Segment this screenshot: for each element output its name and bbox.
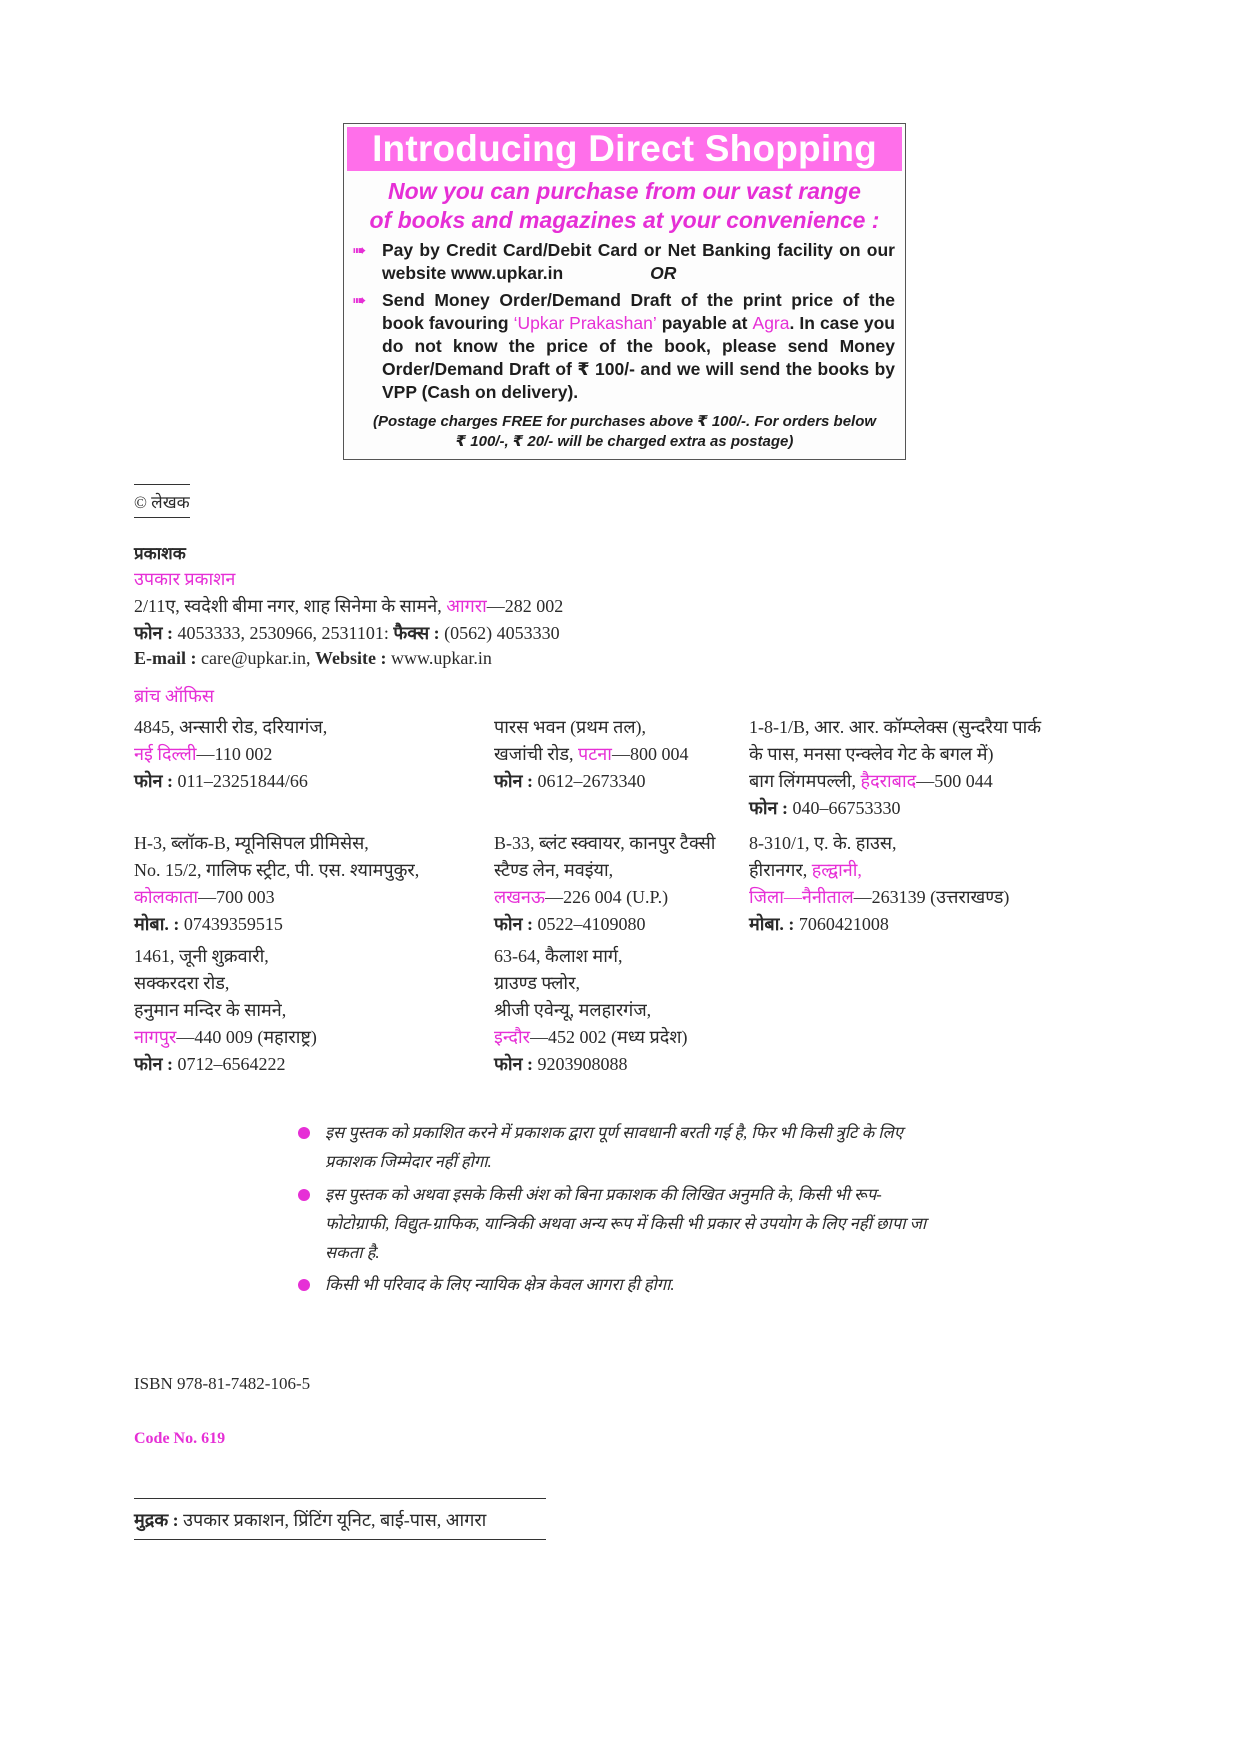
publisher-email-website bbox=[134, 648, 492, 669]
branch-address-line: के पास, मनसा एन्क्लेव गेट के बगल में) bbox=[749, 744, 994, 764]
branch-contact-label: फोन : bbox=[494, 914, 534, 934]
branch-city: नई दिल्ली bbox=[134, 744, 197, 764]
branch-contact: 011–23251844/66 bbox=[173, 771, 308, 791]
branch-pin: —800 004 bbox=[611, 744, 689, 764]
branch-contact-label: फोन : bbox=[749, 798, 789, 818]
direct-shopping-ad bbox=[343, 123, 906, 460]
branch-address-line: सक्करदरा रोड, bbox=[134, 973, 230, 993]
branch-city: नागपुर bbox=[134, 1027, 177, 1047]
publisher-phone-fax bbox=[134, 621, 560, 645]
printer-info bbox=[134, 1508, 486, 1532]
website-label: Website : bbox=[315, 648, 387, 668]
isbn: ISBN 978-81-7482-106-5 bbox=[134, 1374, 311, 1393]
branch-address-line: 4845, अन्सारी रोड, दरियागंज, bbox=[134, 717, 328, 737]
branch-delhi bbox=[134, 714, 327, 795]
branch-address-line: B-33, ब्लंट स्क्वायर, कानपुर टैक्सी bbox=[494, 833, 716, 853]
ad-subtitle bbox=[344, 177, 905, 235]
branch-city: इन्दौर bbox=[494, 1027, 530, 1047]
branch-contact: 7060421008 bbox=[794, 914, 889, 934]
branch-address-line: H-3, ब्लॉक-B, म्यूनिसिपल प्रीमिसेस, bbox=[134, 833, 369, 853]
branch-pin: —110 002 bbox=[196, 744, 273, 764]
disclaimer-text: इस पुस्तक को अथवा इसके किसी अंश को बिना प्रकाशक की लिखित अनुमति के, किसी भी रूप-फोटोग्राफी, विद्युत-ग्राफिक, यान्त्रिकी अथवा अन्य रूप में किसी भी प्रकार से उपयोग के लिए नहीं छापा जा सकता है. bbox=[325, 1185, 927, 1262]
branch-nagpur bbox=[134, 943, 317, 1078]
copyright-notice: © लेखक bbox=[134, 490, 190, 518]
branch-city-prefix: बाग लिंगमपल्ली, bbox=[749, 771, 861, 791]
code-number: Code No. 619 bbox=[134, 1430, 226, 1447]
divider bbox=[134, 1498, 546, 1499]
address-city: आगरा bbox=[446, 596, 487, 616]
branch-pin: —440 009 (महाराष्ट्र) bbox=[176, 1027, 317, 1047]
branch-kolkata bbox=[134, 830, 419, 938]
branch-contact-label: फोन : bbox=[134, 1054, 174, 1074]
email-label: E-mail : bbox=[134, 648, 197, 668]
branch-indore bbox=[494, 943, 687, 1078]
branch-address-line: हनुमान मन्दिर के सामने, bbox=[134, 1000, 287, 1020]
ad-bullet-2-part-3: . In case you do not know the price of the book, please send Money Order/Demand Draft of ₹ 100/- and we will send the books by VPP (Cash on delivery). bbox=[382, 313, 896, 402]
ad-bullet-1-text: Pay by Credit Card/Debit Card or Net Banking facility on our website www.upkar.in bbox=[382, 240, 895, 283]
ad-bullet-2-part-2: payable at bbox=[656, 313, 753, 333]
branch-pin: —500 044 bbox=[916, 771, 993, 791]
branch-contact: 0522–4109080 bbox=[533, 914, 646, 934]
branch-contact: 040–66753330 bbox=[788, 798, 901, 818]
fax-value: (0562) 4053330 bbox=[439, 623, 560, 643]
bullet-dot-icon bbox=[298, 1279, 310, 1291]
disclaimer-text: इस पुस्तक को प्रकाशित करने में प्रकाशक द्वारा पूर्ण सावधानी बरती गई है, फिर भी किसी त्रुटि के लिए प्रकाशक जिम्मेदार नहीं होगा. bbox=[325, 1123, 903, 1171]
branch-address-line: 8-310/1, ए. के. हाउस, bbox=[749, 833, 897, 853]
branch-contact-label: मोबा. : bbox=[749, 914, 795, 934]
email-value: care@upkar.in, bbox=[196, 648, 316, 668]
divider bbox=[134, 1539, 546, 1540]
branch-address-line: श्रीजी एवेन्यू, मलहारगंज, bbox=[494, 1000, 652, 1020]
address-street: 2/11ए, स्वदेशी बीमा नगर, शाह सिनेमा के सामने, bbox=[134, 596, 447, 616]
branch-contact: 0712–6564222 bbox=[173, 1054, 286, 1074]
address-pin: —282 002 bbox=[486, 596, 564, 616]
branch-contact-label: फोन : bbox=[494, 1054, 534, 1074]
branch-address-line: 63-64, कैलाश मार्ग, bbox=[494, 946, 623, 966]
ad-payee-city: Agra bbox=[752, 313, 790, 333]
ad-bullet-money-order bbox=[344, 289, 905, 404]
ad-subtitle-line-2: of books and magazines at your convenience : bbox=[369, 207, 880, 233]
disclaimer-item bbox=[325, 1270, 945, 1299]
branch-haldwani bbox=[749, 830, 1009, 938]
ad-subtitle-line-1: Now you can purchase from our vast range bbox=[388, 178, 861, 204]
ad-bullet-or: OR bbox=[650, 263, 677, 283]
branch-hyderabad bbox=[749, 714, 1041, 822]
ad-payee-name: ‘Upkar Prakashan’ bbox=[513, 313, 657, 333]
ad-bullet-online-payment bbox=[344, 239, 905, 285]
arrow-bullet-icon: ➠ bbox=[352, 291, 367, 310]
branch-contact-label: मोबा. : bbox=[134, 914, 180, 934]
bullet-dot-icon bbox=[298, 1189, 310, 1201]
phone-value: 4053333, 2530966, 2531101: bbox=[173, 623, 394, 643]
branch-address-line: No. 15/2, गालिफ स्ट्रीट, पी. एस. श्यामपुकुर, bbox=[134, 860, 420, 880]
ad-title: Introducing Direct Shopping bbox=[347, 127, 902, 171]
branch-pin: —263139 (उत्तराखण्ड) bbox=[853, 887, 1010, 907]
ad-postage-note bbox=[344, 412, 905, 452]
branch-pin: —226 004 (U.P.) bbox=[545, 887, 669, 907]
branch-contact: 07439359515 bbox=[179, 914, 283, 934]
ad-note-line-1: (Postage charges FREE for purchases above ₹ 100/-. For orders below bbox=[372, 413, 877, 430]
phone-label: फोन : bbox=[134, 623, 174, 643]
disclaimer-item bbox=[325, 1180, 945, 1267]
branch-city: पटना bbox=[578, 744, 612, 764]
printer-label: मुद्रक : bbox=[134, 1510, 179, 1530]
branch-office-heading: ब्रांच ऑफिस bbox=[134, 686, 214, 706]
branch-address-line: 1-8-1/B, आर. आर. कॉम्प्लेक्स (सुन्दरैया पार्क bbox=[749, 717, 1042, 737]
disclaimer-item bbox=[325, 1118, 945, 1176]
branch-city: हल्द्वानी, bbox=[811, 860, 862, 880]
branch-city: हैदराबाद bbox=[860, 771, 917, 791]
ad-note-line-2: ₹ 100/-, ₹ 20/- will be charged extra as postage) bbox=[455, 433, 794, 450]
branch-pin: —700 003 bbox=[198, 887, 275, 907]
branch-lucknow bbox=[494, 830, 715, 938]
arrow-bullet-icon: ➠ bbox=[352, 241, 367, 260]
publisher-name: उपकार प्रकाशन bbox=[134, 569, 236, 589]
branch-contact: 0612–2673340 bbox=[533, 771, 646, 791]
printer-value: उपकार प्रकाशन, प्रिंटिंग यूनिट, बाई-पास, आगरा bbox=[178, 1510, 487, 1530]
branch-address-line: ग्राउण्ड फ्लोर, bbox=[494, 973, 580, 993]
branch-city-prefix: खजांची रोड, bbox=[494, 744, 578, 764]
branch-pin: —452 002 (मध्य प्रदेश) bbox=[529, 1027, 688, 1047]
ad-bullet-2-part-1: Send Money Order/Demand Draft of the print price of the book favouring bbox=[382, 290, 895, 333]
branch-district: जिला—नैनीताल bbox=[749, 887, 854, 907]
bullet-dot-icon bbox=[298, 1127, 310, 1139]
branch-address-line: पारस भवन (प्रथम तल), bbox=[494, 717, 647, 737]
disclaimer-text: किसी भी परिवाद के लिए न्यायिक क्षेत्र केवल आगरा ही होगा. bbox=[325, 1275, 675, 1294]
publisher-heading: प्रकाशक bbox=[134, 544, 186, 563]
publisher-address bbox=[134, 594, 563, 618]
branch-patna bbox=[494, 714, 688, 795]
website-value: www.upkar.in bbox=[386, 648, 492, 668]
fax-label: फैक्स : bbox=[393, 623, 440, 643]
branch-contact: 9203908088 bbox=[533, 1054, 628, 1074]
branch-city: लखनऊ bbox=[494, 887, 546, 907]
branch-city-prefix: हीरानगर, bbox=[749, 860, 812, 880]
branch-address-line: 1461, जूनी शुक्रवारी, bbox=[134, 946, 269, 966]
branch-address-line: स्टैण्ड लेन, मवइंया, bbox=[494, 860, 614, 880]
branch-contact-label: फोन : bbox=[494, 771, 534, 791]
branch-city: कोलकाता bbox=[134, 887, 199, 907]
branch-contact-label: फोन : bbox=[134, 771, 174, 791]
